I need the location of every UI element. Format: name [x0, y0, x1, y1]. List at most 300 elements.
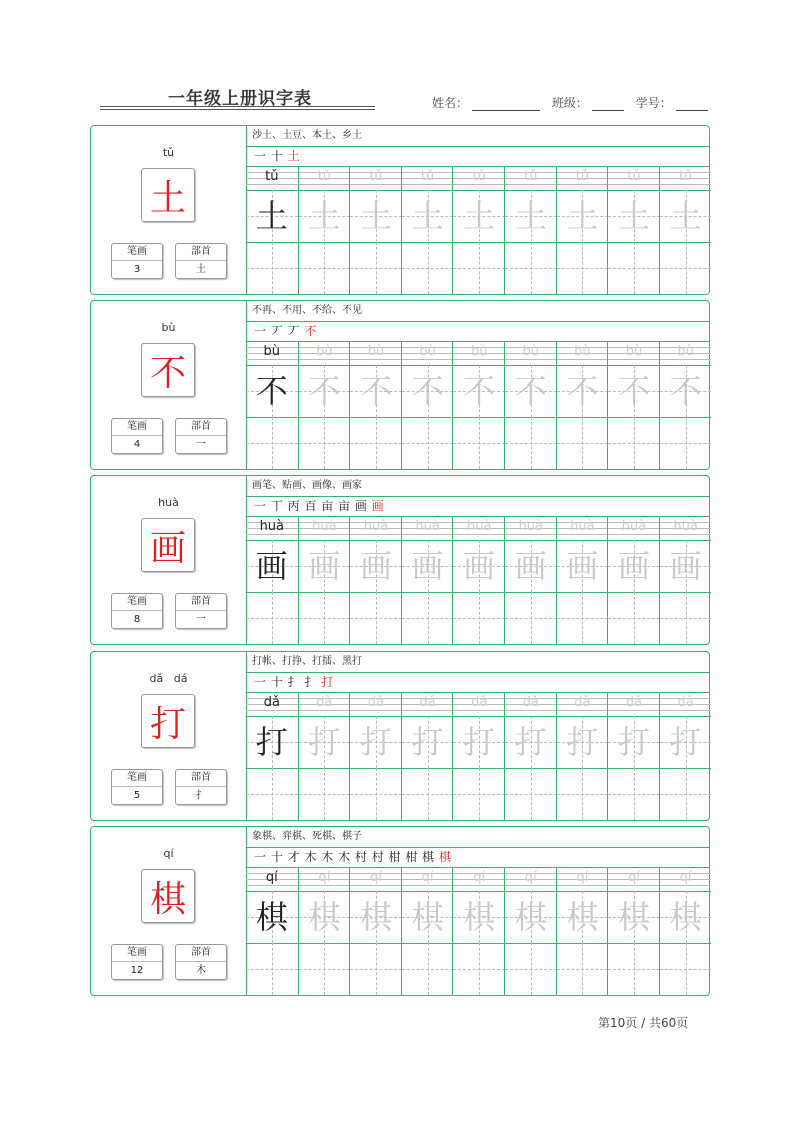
blank-writing-cell[interactable]	[608, 943, 660, 995]
name-label: 姓名：	[432, 96, 469, 110]
blank-writing-cell[interactable]	[299, 242, 351, 294]
pinyin-cell[interactable]: qí	[557, 867, 609, 892]
writing-cell[interactable]	[660, 716, 712, 769]
stroke-order	[246, 146, 709, 167]
stroke-count-label: 笔画	[112, 244, 162, 261]
blank-writing-cell[interactable]	[660, 943, 712, 995]
character-info-panel	[91, 652, 247, 820]
stroke-count-value: 8	[133, 614, 141, 625]
trace-character: 不	[411, 372, 444, 410]
stroke-count-box	[111, 418, 163, 454]
pinyin-cell[interactable]: qí	[402, 867, 454, 892]
trace-character: 打	[463, 723, 496, 761]
pinyin-cell[interactable]: dǎ	[608, 692, 660, 717]
trace-character: 土	[514, 197, 547, 235]
trace-character: 土	[308, 197, 341, 235]
trace-character: 打	[669, 723, 702, 761]
writing-cell[interactable]	[453, 540, 505, 593]
blank-writing-cell[interactable]	[557, 592, 609, 644]
pinyin-cell[interactable]: tǔ	[557, 166, 609, 191]
stroke-count-label: 笔画	[112, 945, 162, 962]
trace-character: 画	[411, 547, 444, 585]
pinyin-cell[interactable]: bù	[453, 341, 505, 366]
blank-writing-cell[interactable]	[557, 417, 609, 469]
blank-writing-cell[interactable]	[608, 242, 660, 294]
writing-cell[interactable]	[453, 190, 505, 243]
pinyin-cell[interactable]: huà	[505, 516, 557, 541]
trace-character: 棋	[617, 898, 650, 936]
practice-column	[349, 516, 402, 644]
trace-character: 打	[566, 723, 599, 761]
practice-column	[452, 166, 505, 294]
pinyin-cell[interactable]: dǎ	[402, 692, 454, 717]
practice-column	[246, 867, 298, 995]
blank-writing-cell[interactable]	[350, 943, 402, 995]
writing-cell[interactable]	[557, 540, 609, 593]
pinyin-cell[interactable]: bù	[608, 341, 660, 366]
blank-writing-cell[interactable]	[402, 242, 454, 294]
pinyin-cell[interactable]: bù	[350, 341, 402, 366]
writing-cell	[246, 365, 298, 418]
practice-column	[607, 341, 660, 469]
title-underline	[100, 106, 375, 107]
class-label: 班级：	[551, 96, 588, 110]
practice-column	[246, 692, 298, 820]
stroke-order	[246, 321, 709, 342]
practice-column	[349, 867, 402, 995]
practice-panel	[246, 126, 709, 294]
blank-writing-cell[interactable]	[299, 943, 351, 995]
blank-writing-cell[interactable]	[505, 417, 557, 469]
pinyin-cell[interactable]: bù	[402, 341, 454, 366]
writing-cell[interactable]	[608, 716, 660, 769]
stroke-count-box	[111, 593, 163, 629]
character-glyph: 画	[149, 527, 186, 569]
page-header	[0, 0, 800, 120]
radical-label: 部首	[176, 244, 226, 261]
radical-box	[175, 769, 227, 805]
blank-writing-cell[interactable]	[246, 592, 298, 644]
practice-grid	[246, 166, 709, 294]
blank-writing-cell[interactable]	[453, 768, 505, 820]
radical-box	[175, 593, 227, 629]
radical-box	[175, 243, 227, 279]
model-character: 打	[255, 723, 288, 761]
stroke-count-label: 笔画	[112, 770, 162, 787]
practice-column	[401, 516, 454, 644]
blank-writing-cell[interactable]	[608, 417, 660, 469]
student-fields	[432, 94, 708, 111]
blank-writing-cell[interactable]	[557, 242, 609, 294]
practice-column	[659, 692, 712, 820]
trace-character: 打	[411, 723, 444, 761]
blank-writing-cell[interactable]	[402, 592, 454, 644]
writing-cell	[246, 891, 298, 944]
model-character: 棋	[255, 898, 288, 936]
example-words: 画笔、贴画、画像、画家	[246, 476, 709, 497]
trace-character: 画	[617, 547, 650, 585]
trace-character: 画	[669, 547, 702, 585]
pinyin-cell[interactable]: qí	[505, 867, 557, 892]
stroke-order-steps: 一 十 才 木 木 木 村 村 柑 柑 棋	[254, 850, 439, 864]
name-field[interactable]	[472, 98, 540, 111]
writing-cell[interactable]	[299, 190, 351, 243]
practice-column	[607, 516, 660, 644]
pinyin-cell[interactable]: tǔ	[350, 166, 402, 191]
trace-character: 土	[617, 197, 650, 235]
blank-writing-cell[interactable]	[402, 768, 454, 820]
blank-writing-cell[interactable]	[505, 943, 557, 995]
pinyin-cell[interactable]: huà	[660, 516, 712, 541]
stroke-count-label: 笔画	[112, 594, 162, 611]
example-words: 象棋、弈棋、死棋、棋子	[246, 827, 709, 848]
radical-value: 一	[196, 439, 206, 450]
writing-cell[interactable]	[608, 891, 660, 944]
page-number: 第10页 / 共60页	[598, 1016, 689, 1030]
blank-writing-cell[interactable]	[350, 592, 402, 644]
blank-writing-cell[interactable]	[453, 592, 505, 644]
pinyin-cell: bù	[246, 341, 298, 366]
blank-writing-cell[interactable]	[246, 943, 298, 995]
practice-panel	[246, 476, 709, 644]
practice-panel	[246, 301, 709, 469]
practice-column	[607, 867, 660, 995]
radical-value: 一	[196, 614, 206, 625]
practice-column	[246, 516, 298, 644]
example-words: 沙土、土豆、本土、乡土	[246, 126, 709, 147]
writing-cell[interactable]	[505, 891, 557, 944]
writing-cell[interactable]	[402, 190, 454, 243]
pinyin-cell[interactable]: dǎ	[557, 692, 609, 717]
pinyin-cell[interactable]: tǔ	[505, 166, 557, 191]
blank-writing-cell[interactable]	[299, 592, 351, 644]
practice-column	[401, 692, 454, 820]
stroke-count-box	[111, 944, 163, 980]
writing-cell[interactable]	[350, 891, 402, 944]
practice-column	[556, 692, 609, 820]
pinyin-cell[interactable]: huà	[402, 516, 454, 541]
writing-cell[interactable]	[660, 540, 712, 593]
practice-grid	[246, 341, 709, 469]
blank-writing-cell[interactable]	[246, 242, 298, 294]
pinyin-cell[interactable]: dǎ	[660, 692, 712, 717]
blank-writing-cell[interactable]	[246, 417, 298, 469]
blank-writing-cell[interactable]	[557, 768, 609, 820]
practice-panel	[246, 827, 709, 995]
practice-column	[246, 166, 298, 294]
trace-character: 画	[566, 547, 599, 585]
trace-character: 土	[411, 197, 444, 235]
writing-cell[interactable]	[453, 716, 505, 769]
character-glyph: 土	[149, 177, 186, 219]
radical-label: 部首	[176, 594, 226, 611]
blank-writing-cell[interactable]	[660, 592, 712, 644]
character-pinyin: huà	[158, 496, 179, 509]
stroke-order	[246, 496, 709, 517]
blank-writing-cell[interactable]	[350, 768, 402, 820]
writing-cell	[246, 190, 298, 243]
stroke-count-value: 5	[133, 790, 141, 801]
character-pinyin: dǎ dá	[149, 672, 188, 685]
practice-column	[452, 341, 505, 469]
writing-cell	[246, 716, 298, 769]
writing-cell[interactable]	[660, 891, 712, 944]
blank-writing-cell[interactable]	[557, 943, 609, 995]
pinyin-cell[interactable]: dǎ	[350, 692, 402, 717]
writing-cell[interactable]	[557, 716, 609, 769]
writing-cell[interactable]	[505, 365, 557, 418]
page-title: 一年级上册识字表	[168, 89, 312, 109]
blank-writing-cell[interactable]	[660, 768, 712, 820]
trace-character: 土	[359, 197, 392, 235]
pinyin-cell[interactable]: qí	[299, 867, 351, 892]
character-card	[90, 125, 710, 295]
practice-grid	[246, 516, 709, 644]
stroke-count-box	[111, 243, 163, 279]
practice-column	[298, 692, 351, 820]
stroke-order-current: 画	[371, 499, 385, 513]
stroke-order-current: 打	[321, 675, 334, 689]
blank-writing-cell[interactable]	[350, 417, 402, 469]
trace-character: 画	[463, 547, 496, 585]
practice-column	[504, 341, 557, 469]
practice-column	[401, 166, 454, 294]
blank-writing-cell[interactable]	[299, 768, 351, 820]
writing-cell[interactable]	[608, 365, 660, 418]
trace-character: 打	[514, 723, 547, 761]
blank-writing-cell[interactable]	[350, 242, 402, 294]
writing-cell[interactable]	[350, 716, 402, 769]
blank-writing-cell[interactable]	[505, 768, 557, 820]
trace-character: 土	[463, 197, 496, 235]
writing-cell[interactable]	[608, 190, 660, 243]
pinyin-cell[interactable]: dǎ	[505, 692, 557, 717]
pinyin-cell: huà	[246, 516, 298, 541]
writing-cell[interactable]	[402, 891, 454, 944]
practice-column	[401, 867, 454, 995]
trace-character: 棋	[669, 898, 702, 936]
practice-column	[452, 516, 505, 644]
trace-character: 不	[566, 372, 599, 410]
pinyin-cell[interactable]: bù	[660, 341, 712, 366]
radical-value: 木	[196, 965, 206, 976]
writing-cell[interactable]	[557, 891, 609, 944]
blank-writing-cell[interactable]	[299, 417, 351, 469]
writing-cell[interactable]	[402, 540, 454, 593]
trace-character: 打	[359, 723, 392, 761]
practice-column	[401, 341, 454, 469]
practice-column	[556, 867, 609, 995]
trace-character: 不	[617, 372, 650, 410]
blank-writing-cell[interactable]	[505, 242, 557, 294]
blank-writing-cell[interactable]	[402, 417, 454, 469]
radical-box	[175, 944, 227, 980]
writing-cell[interactable]	[453, 891, 505, 944]
character-card	[90, 651, 710, 821]
character-info-panel	[91, 827, 247, 995]
writing-cell[interactable]	[299, 540, 351, 593]
pinyin-cell[interactable]: huà	[299, 516, 351, 541]
trace-character: 画	[514, 547, 547, 585]
writing-cell	[246, 540, 298, 593]
writing-cell[interactable]	[453, 365, 505, 418]
practice-column	[298, 516, 351, 644]
character-card	[90, 300, 710, 470]
stroke-order-steps: 一 十 扌 扌	[254, 675, 322, 689]
pinyin-cell[interactable]: qí	[350, 867, 402, 892]
practice-column	[556, 516, 609, 644]
blank-writing-cell[interactable]	[453, 242, 505, 294]
pinyin-cell[interactable]: huà	[557, 516, 609, 541]
character-info-panel	[91, 476, 247, 644]
stroke-order	[246, 672, 709, 693]
trace-character: 画	[308, 547, 341, 585]
pinyin-cell[interactable]: huà	[453, 516, 505, 541]
practice-column	[504, 692, 557, 820]
writing-cell[interactable]	[350, 365, 402, 418]
practice-column	[452, 692, 505, 820]
pinyin-cell[interactable]: bù	[299, 341, 351, 366]
writing-cell[interactable]	[350, 190, 402, 243]
practice-column	[246, 341, 298, 469]
trace-character: 土	[566, 197, 599, 235]
practice-column	[659, 516, 712, 644]
practice-column	[504, 516, 557, 644]
blank-writing-cell[interactable]	[505, 592, 557, 644]
trace-character: 棋	[359, 898, 392, 936]
writing-cell[interactable]	[505, 190, 557, 243]
title-underline-2	[100, 109, 375, 110]
writing-cell[interactable]	[402, 716, 454, 769]
pinyin-cell[interactable]: tǔ	[453, 166, 505, 191]
pinyin-cell: dǎ	[246, 692, 298, 717]
practice-column	[556, 166, 609, 294]
trace-character: 不	[359, 372, 392, 410]
writing-cell[interactable]	[608, 540, 660, 593]
writing-cell[interactable]	[350, 540, 402, 593]
model-character: 画	[255, 547, 288, 585]
practice-column	[349, 166, 402, 294]
pinyin-cell[interactable]: bù	[557, 341, 609, 366]
pinyin-cell[interactable]: bù	[505, 341, 557, 366]
practice-column	[298, 341, 351, 469]
trace-character: 棋	[463, 898, 496, 936]
student-id-field[interactable]	[676, 98, 708, 111]
stroke-order	[246, 847, 709, 868]
writing-cell[interactable]	[660, 190, 712, 243]
practice-column	[659, 341, 712, 469]
writing-cell[interactable]	[299, 716, 351, 769]
pinyin-cell[interactable]: qí	[660, 867, 712, 892]
writing-cell[interactable]	[557, 190, 609, 243]
pinyin-cell[interactable]: tǔ	[299, 166, 351, 191]
example-words: 打帐、打挣、打擂、黑打	[246, 652, 709, 673]
practice-column	[298, 166, 351, 294]
trace-character: 棋	[308, 898, 341, 936]
character-display	[141, 869, 195, 923]
model-character: 土	[255, 197, 288, 235]
blank-writing-cell[interactable]	[246, 768, 298, 820]
radical-label: 部首	[176, 945, 226, 962]
stroke-order-steps: 一 丅 丙 百 亩 亩 画	[254, 499, 372, 513]
pinyin-cell[interactable]: dǎ	[299, 692, 351, 717]
practice-grid	[246, 692, 709, 820]
pinyin-cell[interactable]: tǔ	[608, 166, 660, 191]
blank-writing-cell[interactable]	[453, 417, 505, 469]
character-info-panel	[91, 301, 247, 469]
radical-label: 部首	[176, 419, 226, 436]
trace-character: 打	[308, 723, 341, 761]
practice-panel	[246, 652, 709, 820]
pinyin-cell[interactable]: tǔ	[660, 166, 712, 191]
blank-writing-cell[interactable]	[660, 242, 712, 294]
stroke-count-value: 12	[130, 965, 144, 976]
trace-character: 棋	[566, 898, 599, 936]
practice-grid	[246, 867, 709, 995]
character-card	[90, 475, 710, 645]
practice-column	[607, 692, 660, 820]
pinyin-cell[interactable]: qí	[453, 867, 505, 892]
class-field[interactable]	[592, 98, 624, 111]
writing-cell[interactable]	[660, 365, 712, 418]
writing-cell[interactable]	[402, 365, 454, 418]
practice-column	[298, 867, 351, 995]
character-pinyin: qí	[163, 847, 174, 860]
radical-value: 土	[196, 264, 206, 275]
pinyin-cell[interactable]: tǔ	[402, 166, 454, 191]
id-label: 学号：	[635, 96, 672, 110]
stroke-order-current: 棋	[438, 850, 452, 864]
character-card	[90, 826, 710, 996]
pinyin-cell[interactable]: huà	[350, 516, 402, 541]
pinyin-cell[interactable]: dǎ	[453, 692, 505, 717]
writing-cell[interactable]	[505, 540, 557, 593]
writing-cell[interactable]	[299, 891, 351, 944]
trace-character: 棋	[514, 898, 547, 936]
trace-character: 打	[617, 723, 650, 761]
trace-character: 不	[669, 372, 702, 410]
character-display	[141, 343, 195, 397]
writing-cell[interactable]	[505, 716, 557, 769]
trace-character: 画	[359, 547, 392, 585]
trace-character: 不	[308, 372, 341, 410]
character-display	[141, 518, 195, 572]
trace-character: 土	[669, 197, 702, 235]
blank-writing-cell[interactable]	[608, 768, 660, 820]
character-info-panel	[91, 126, 247, 294]
stroke-order-steps: 一 十	[254, 149, 288, 163]
pinyin-cell: qí	[246, 867, 298, 892]
model-character: 不	[255, 372, 288, 410]
writing-cell[interactable]	[299, 365, 351, 418]
blank-writing-cell[interactable]	[402, 943, 454, 995]
character-pinyin: tǔ	[162, 146, 175, 159]
practice-column	[659, 166, 712, 294]
practice-column	[504, 867, 557, 995]
practice-column	[452, 867, 505, 995]
pinyin-cell[interactable]: huà	[608, 516, 660, 541]
writing-cell[interactable]	[557, 365, 609, 418]
stroke-order-current: 土	[287, 149, 301, 163]
radical-value: 扌	[196, 790, 206, 801]
pinyin-cell[interactable]: qí	[608, 867, 660, 892]
blank-writing-cell[interactable]	[453, 943, 505, 995]
blank-writing-cell[interactable]	[660, 417, 712, 469]
practice-column	[607, 166, 660, 294]
character-glyph: 打	[149, 703, 186, 745]
trace-character: 棋	[411, 898, 444, 936]
blank-writing-cell[interactable]	[608, 592, 660, 644]
